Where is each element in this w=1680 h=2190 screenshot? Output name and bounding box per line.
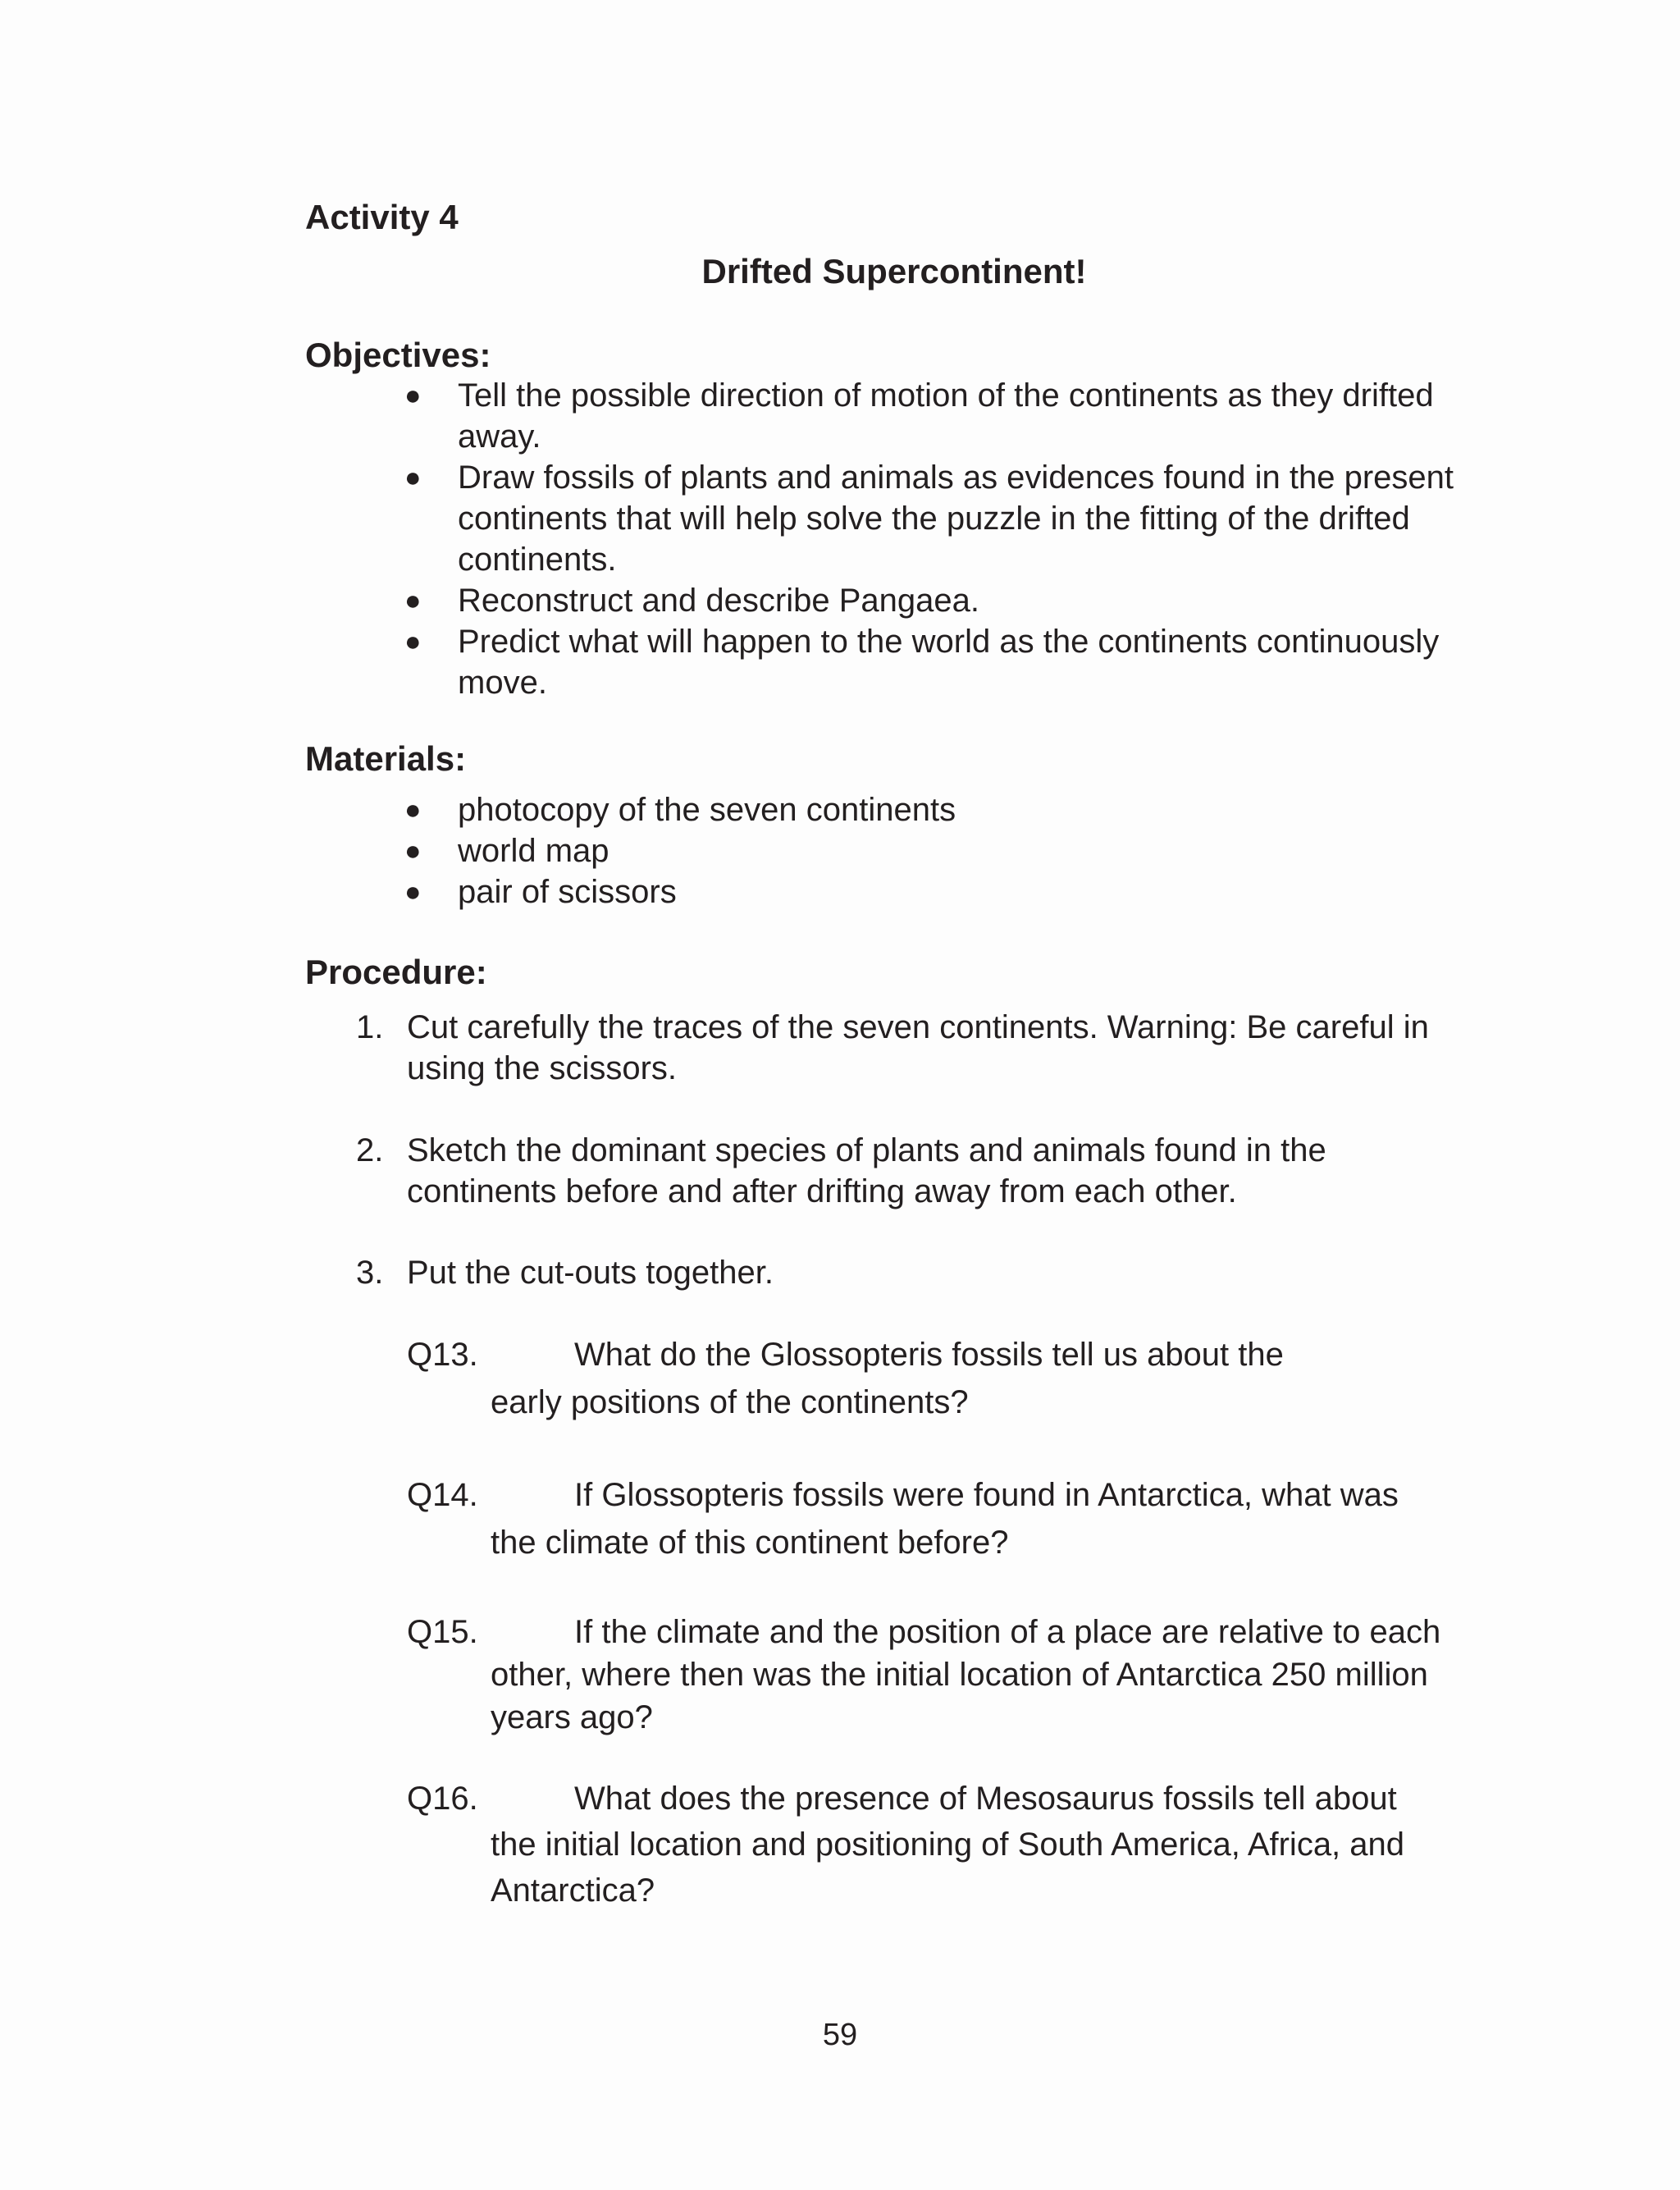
question-q16: Q16. What does the presence of Mesosaurus fossils tell about the initial location and positioning of South America, Africa, and Antarctica? bbox=[407, 1781, 1405, 1909]
material-item: ● world map bbox=[404, 830, 1495, 871]
materials-heading: Materials: bbox=[305, 739, 467, 778]
activity-label: Activity 4 bbox=[305, 198, 459, 236]
objective-item: ● Draw fossils of plants and animals as evidences found in the present continents that will help solve the puzzle in the fitting of the drifted continents. bbox=[404, 457, 1495, 580]
material-item: ● pair of scissors bbox=[404, 871, 1495, 912]
bullet-icon: ● bbox=[404, 585, 422, 616]
procedure-step: 3. Put the cut-outs together. bbox=[356, 1255, 774, 1291]
materials-list bbox=[404, 789, 1495, 912]
objective-item: ● Reconstruct and describe Pangaea. bbox=[404, 580, 1495, 621]
page-number: 59 bbox=[822, 2018, 858, 2052]
bullet-icon: ● bbox=[404, 626, 422, 657]
page-title: Drifted Supercontinent! bbox=[701, 252, 1087, 290]
objectives-list bbox=[404, 375, 1495, 703]
procedure-step: 1. Cut carefully the traces of the seven continents. Warning: Be careful in using the scissors. bbox=[356, 1009, 1429, 1086]
objective-item: ● Predict what will happen to the world as the continents continuously move. bbox=[404, 621, 1495, 703]
procedure-step: 2. Sketch the dominant species of plants and animals found in the continents before and after drifting away from each other. bbox=[356, 1132, 1326, 1209]
objectives-heading: Objectives: bbox=[305, 336, 491, 374]
bullet-icon: ● bbox=[404, 794, 422, 825]
bullet-icon: ● bbox=[404, 462, 422, 493]
question-q13: Q13. What do the Glossopteris fossils tell us about the early positions of the continents? bbox=[407, 1337, 1284, 1420]
bullet-icon: ● bbox=[404, 876, 422, 908]
objective-item: ● Tell the possible direction of motion of the continents as they drifted away. bbox=[404, 375, 1495, 457]
question-q15: Q15. If the climate and the position of a place are relative to each other, where then was the initial location of Antarctica 250 million years ago? bbox=[407, 1614, 1441, 1735]
question-q14: Q14. If Glossopteris fossils were found in Antarctica, what was the climate of this continent before? bbox=[407, 1477, 1399, 1561]
bullet-icon: ● bbox=[404, 380, 422, 411]
bullet-icon: ● bbox=[404, 835, 422, 866]
procedure-heading: Procedure: bbox=[305, 953, 487, 991]
material-item: ● photocopy of the seven continents bbox=[404, 789, 1495, 830]
